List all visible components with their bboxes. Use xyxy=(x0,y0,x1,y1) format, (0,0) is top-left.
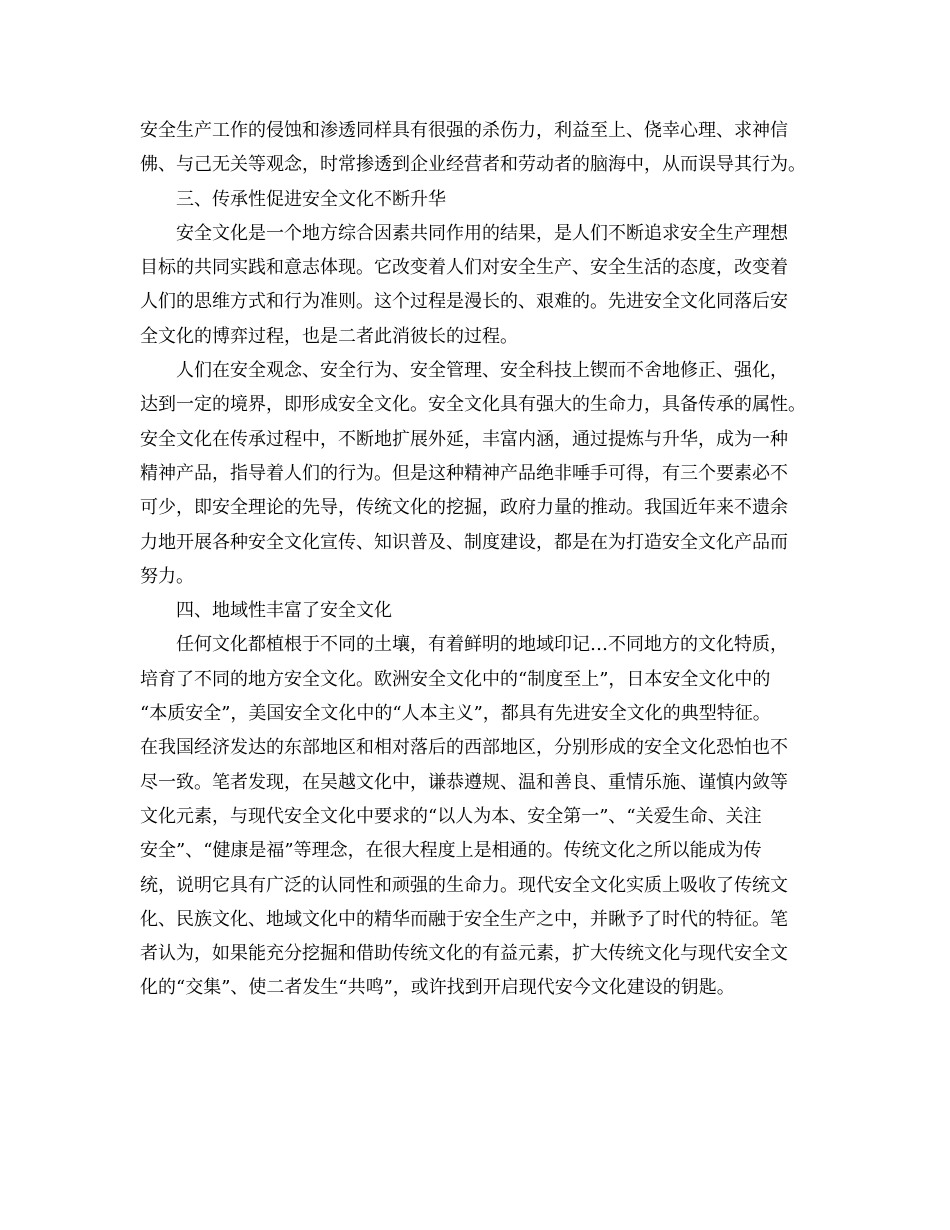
text-line: 尽一致。笔者发现，在吴越文化中，谦恭遵规、温和善良、重情乐施、谨慎内敛等 xyxy=(140,771,788,793)
text-line: 化、民族文化、地域文化中的精华而融于安全生产之中，并瞅予了时代的特征。笔 xyxy=(140,908,788,930)
text-line: 统，说明它具有广泛的认同性和顽强的生命力。现代安全文化实质上吸收了传统文 xyxy=(140,874,788,896)
document-body xyxy=(140,114,820,1006)
text-line: 安全文化在传承过程中，不断地扩展外延，丰富内涵，通过提炼与升华，成为一种 xyxy=(140,428,788,450)
text-line: 佛、与己无关等观念，时常掺透到企业经营者和劳动者的脑海中，从而误导其行为。 xyxy=(140,154,806,176)
text-line: 安全”、“健康是福”等理念，在很大程度上是相通的。传统文化之所以能成为传 xyxy=(140,840,762,862)
text-line: 人们在安全观念、安全行为、安全管理、安全科技上锲而不舍地修正、强化， xyxy=(176,360,788,382)
text-line: 全文化的博弈过程，也是二者此消彼长的过程。 xyxy=(140,325,518,347)
text-line: 安全文化是一个地方综合因素共同作用的结果，是人们不断追求安全生产理想 xyxy=(176,222,788,244)
text-line: 任何文化都植根于不同的土壤，有着鲜明的地域印记…不同地方的文化特质， xyxy=(176,634,788,656)
section-heading: 三、传承性促进安全文化不断升华 xyxy=(176,188,446,210)
text-line: “本质安全”，美国安全文化中的“人本主义”，都具有先进安全文化的典型特征。 xyxy=(140,703,771,725)
section-heading: 四、地域性丰富了安全文化 xyxy=(176,600,392,622)
text-line: 者认为，如果能充分挖掘和借助传统文化的有益元素，扩大传统文化与现代安全文 xyxy=(140,943,788,965)
text-line: 化的“交集”、使二者发生“共鸣”，或许找到开启现代安今文化建设的钥匙。 xyxy=(140,977,735,999)
text-line: 人们的思维方式和行为准则。这个过程是漫长的、艰难的。先进安全文化同落后安 xyxy=(140,291,788,313)
text-line: 可少，即安全理论的先导，传统文化的挖掘，政府力量的推动。我国近年来不遗余 xyxy=(140,497,788,519)
text-line: 达到一定的境界，即形成安全文化。安全文化具有强大的生命力，具备传承的属性。 xyxy=(140,394,806,416)
text-line: 力地开展各种安全文化宣传、知识普及、制度建设，都是在为打造安全文化产品而 xyxy=(140,531,788,553)
text-line: 目标的共同实践和意志体现。它改变着人们对安全生产、安全生活的态度，改变着 xyxy=(140,257,788,279)
text-line: 安全生产工作的侵蚀和渗透同样具有很强的杀伤力，利益至上、侥幸心理、求神信 xyxy=(140,120,788,141)
text-line: 精神产品，指导着人们的行为。但是这种精神产品绝非唾手可得，有三个要素必不 xyxy=(140,462,788,484)
text-line: 在我国经济发达的东部地区和相对落后的西部地区，分别形成的安全文化恐怕也不 xyxy=(140,737,788,759)
text-line: 培育了不同的地方安全文化。欧洲安全文化中的“制度至上”，日本安全文化中的 xyxy=(140,668,771,690)
text-line: 文化元素，与现代安全文化中要求的“以人为本、安全第一”、“关爱生命、关注 xyxy=(140,805,762,827)
text-line: 努力。 xyxy=(140,565,194,587)
